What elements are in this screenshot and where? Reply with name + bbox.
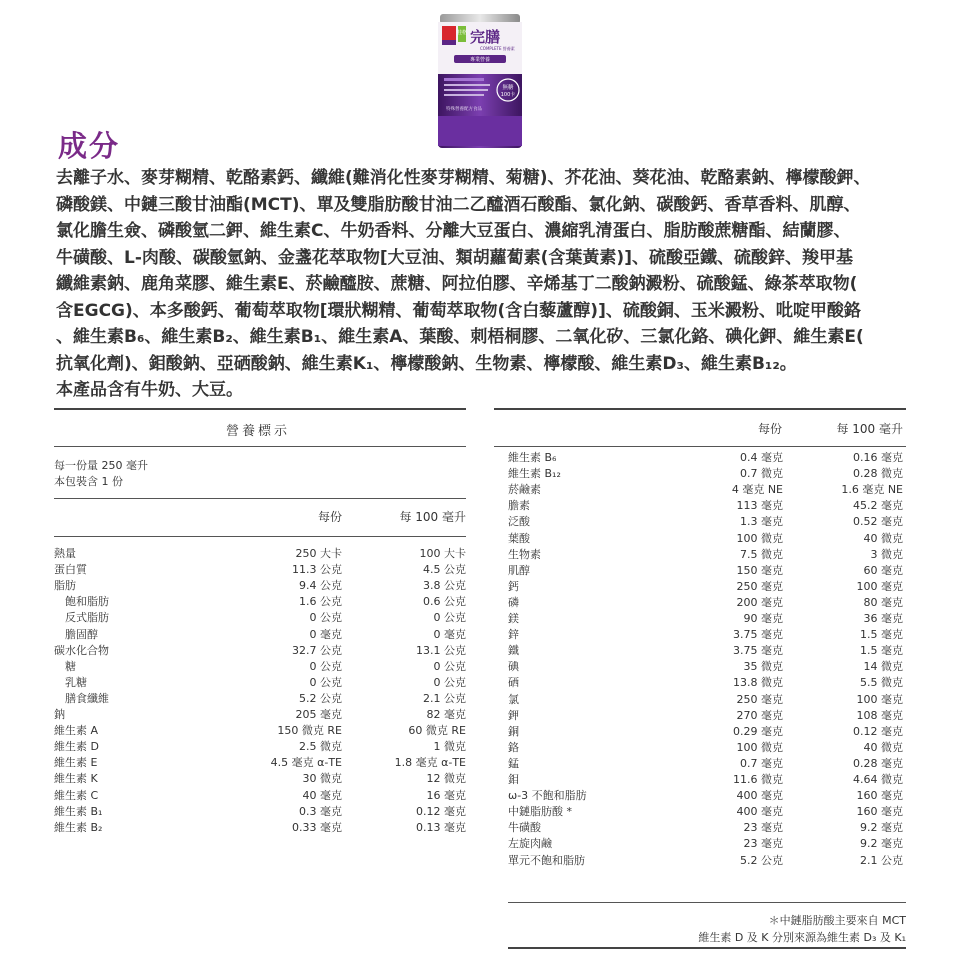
nutrient-row — [54, 723, 466, 739]
value-per-serving: 400 毫克 — [736, 805, 783, 819]
nutrition-table-right — [508, 408, 906, 878]
value-per-serving: 1.3 毫克 — [740, 515, 783, 529]
nutrient-name: 反式脂肪 — [54, 611, 109, 625]
divider — [508, 947, 906, 949]
value-per-serving: 0.4 毫克 — [740, 451, 783, 464]
value-per-serving: 7.5 微克 — [740, 547, 783, 561]
value-per-serving: 250 毫克 — [736, 692, 783, 706]
value-per-100ml: 9.2 毫克 — [860, 821, 903, 835]
value-per-serving: 5.2 公克 — [740, 853, 783, 867]
svg-text:專業營養: 專業營養 — [469, 57, 491, 63]
nutrient-row — [508, 627, 906, 643]
nutrient-name: 維生素 E — [54, 756, 98, 770]
ingredients-line: 去離子水、麥芽糊精、乾酪素鈣、纖維(難消化性麥芽糊精、菊糖)、芥花油、葵花油、乾酪素鈉、檸檬酸鉀、 — [56, 168, 871, 188]
nutrient-row — [508, 531, 906, 547]
nutrient-name: 糖 — [54, 659, 76, 673]
nutrient-name: 維生素 B₁ — [54, 804, 103, 818]
value-per-100ml: 160 毫克 — [856, 805, 903, 819]
nutrient-row — [508, 482, 906, 498]
value-per-100ml: 0 公克 — [433, 659, 466, 673]
product-can-image — [434, 12, 526, 152]
value-per-100ml: 3 微克 — [870, 547, 903, 561]
nutrient-name: 鎂 — [508, 612, 519, 625]
value-per-serving: 32.7 公克 — [292, 643, 342, 657]
value-per-serving: 3.75 毫克 — [733, 628, 783, 642]
nutrient-row — [508, 708, 906, 724]
value-per-100ml: 3.8 公克 — [423, 579, 466, 593]
nutrient-name: 膽固醇 — [54, 627, 98, 641]
value-per-100ml: 4.64 微克 — [853, 773, 903, 786]
value-per-serving: 400 毫克 — [736, 789, 783, 803]
nutrient-name: 錳 — [508, 756, 519, 770]
nutrient-name: 脂肪 — [54, 579, 76, 593]
nutrition-title: 營養標示 — [226, 424, 291, 439]
value-per-100ml: 45.2 毫克 — [853, 499, 903, 513]
value-per-100ml: 82 毫克 — [426, 708, 466, 721]
svg-text:100卡: 100卡 — [500, 92, 516, 98]
svg-text:特殊營養配方食品: 特殊營養配方食品 — [446, 107, 482, 112]
nutrient-row — [508, 466, 906, 482]
nutrient-row — [508, 563, 906, 579]
serving-size: 每一份量 250 毫升 — [54, 459, 148, 472]
value-per-100ml: 0.13 毫克 — [416, 820, 466, 834]
value-per-100ml: 0.28 微克 — [853, 467, 903, 481]
value-per-100ml: 108 毫克 — [856, 708, 903, 722]
value-per-serving: 205 毫克 — [295, 708, 342, 721]
nutrient-row — [508, 804, 906, 820]
nutrient-row — [508, 611, 906, 627]
nutrient-name: 左旋肉鹼 — [508, 837, 552, 851]
nutrient-row — [508, 450, 906, 466]
ingredients-line: 牛磺酸、L-肉酸、碳酸氫鈉、金盞花萃取物[大豆油、類胡蘿蔔素(含葉黃素)]、硫酸亞鐵、硫酸鋅、羧甲基 — [56, 247, 853, 268]
value-per-100ml: 1.5 毫克 — [860, 628, 903, 642]
value-per-serving: 4.5 毫克 α-TE — [270, 756, 342, 770]
nutrient-row — [54, 643, 466, 659]
value-per-100ml: 100 毫克 — [856, 692, 903, 706]
nutrient-row — [54, 546, 466, 562]
value-per-100ml: 0.16 毫克 — [853, 451, 903, 464]
nutrient-name: 碳水化合物 — [54, 643, 109, 657]
nutrient-name: 熱量 — [54, 547, 76, 560]
value-per-100ml: 14 微克 — [863, 660, 903, 674]
nutrient-name: 維生素 B₆ — [508, 451, 557, 464]
col-per-serving: 每份 — [317, 510, 342, 524]
value-per-serving: 0 公克 — [309, 611, 342, 625]
divider — [54, 408, 466, 410]
servings-per-package: 本包裝含 1 份 — [54, 475, 123, 488]
value-per-100ml: 16 毫克 — [426, 788, 466, 802]
nutrient-name: 膳食纖維 — [54, 691, 109, 705]
svg-text:桂格: 桂格 — [456, 30, 468, 36]
value-per-serving: 11.6 微克 — [733, 773, 783, 786]
value-per-100ml: 1.5 毫克 — [860, 644, 903, 658]
value-per-100ml: 9.2 毫克 — [860, 837, 903, 851]
nutrient-name: ω-3 不飽和脂肪 — [508, 789, 587, 803]
value-per-100ml: 13.1 公克 — [416, 643, 466, 657]
nutrient-row — [54, 707, 466, 723]
value-per-100ml: 0 公克 — [433, 675, 466, 689]
value-per-100ml: 100 毫克 — [856, 579, 903, 593]
value-per-100ml: 40 微克 — [863, 740, 903, 754]
nutrient-row — [508, 659, 906, 675]
value-per-serving: 270 毫克 — [736, 708, 783, 722]
value-per-serving: 1.6 公克 — [299, 595, 342, 609]
nutrient-name: 乳糖 — [54, 675, 87, 689]
nutrition-table-left — [54, 408, 466, 878]
value-per-100ml: 0.6 公克 — [423, 595, 466, 609]
value-per-serving: 0.33 毫克 — [292, 820, 342, 834]
value-per-serving: 0.3 毫克 — [299, 804, 342, 818]
ingredients-line: 抗氧化劑)、鉬酸鈉、亞硒酸鈉、維生素K₁、檸檬酸鈉、生物素、檸檬酸、維生素D₃、維生素B₁₂。 — [56, 353, 797, 374]
nutrient-row — [508, 643, 906, 659]
nutrient-name: 銅 — [508, 724, 519, 738]
nutrient-row — [508, 692, 906, 708]
nutrient-name: 硒 — [508, 676, 519, 690]
nutrient-name: 菸鹼素 — [508, 483, 541, 497]
value-per-serving: 30 微克 — [302, 772, 342, 786]
nutrient-name: 碘 — [508, 660, 519, 674]
value-per-serving: 200 毫克 — [736, 595, 783, 609]
nutrient-row — [508, 579, 906, 595]
value-per-serving: 9.4 公克 — [299, 579, 342, 593]
nutrient-name: 鈉 — [54, 708, 65, 721]
value-per-serving: 5.2 公克 — [299, 691, 342, 705]
nutrient-name: 鈣 — [508, 579, 519, 593]
nutrient-name: 維生素 B₁₂ — [508, 467, 561, 481]
nutrient-name: 磷 — [508, 595, 519, 609]
divider — [494, 408, 906, 410]
col-per-100ml: 每 100 毫升 — [399, 510, 466, 524]
value-per-100ml: 160 毫克 — [856, 789, 903, 803]
ingredients-title: 成分 — [58, 129, 121, 163]
value-per-100ml: 60 毫克 — [863, 563, 903, 577]
nutrient-row — [54, 610, 466, 626]
value-per-100ml: 5.5 微克 — [860, 676, 903, 690]
nutrient-name: 葉酸 — [508, 531, 530, 545]
value-per-100ml: 0 毫克 — [433, 627, 466, 641]
value-per-serving: 13.8 微克 — [733, 676, 783, 690]
value-per-serving: 4 毫克 NE — [731, 483, 783, 497]
value-per-100ml: 4.5 公克 — [423, 563, 466, 577]
nutrient-name: 單元不飽和脂肪 — [508, 853, 585, 867]
value-per-serving: 35 微克 — [743, 660, 783, 674]
nutrient-row — [54, 820, 466, 836]
value-per-serving: 250 毫克 — [736, 579, 783, 593]
nutrient-row — [508, 675, 906, 691]
nutrient-name: 生物素 — [508, 547, 541, 561]
nutrient-row — [508, 772, 906, 788]
product-can-illustration — [434, 12, 526, 152]
svg-text:完膳: 完膳 — [470, 28, 501, 46]
value-per-serving: 90 毫克 — [743, 612, 783, 625]
allergen-notice: 本產品含有牛奶、大豆。 — [56, 380, 243, 400]
nutrient-name: 鉀 — [508, 708, 519, 722]
divider — [508, 902, 906, 903]
nutrient-row — [54, 771, 466, 787]
col-per-serving: 每份 — [757, 422, 782, 436]
value-per-serving: 113 毫克 — [736, 499, 783, 513]
nutrient-name: 維生素 C — [54, 788, 99, 802]
nutrient-row — [54, 739, 466, 755]
nutrient-row — [508, 836, 906, 852]
value-per-serving: 150 微克 RE — [277, 724, 342, 738]
value-per-100ml: 1.8 毫克 α-TE — [394, 756, 466, 770]
nutrient-row — [508, 595, 906, 611]
nutrient-name: 鉻 — [508, 740, 519, 754]
nutrient-name: 飽和脂肪 — [54, 595, 109, 609]
nutrient-row — [54, 691, 466, 707]
nutrient-row — [508, 498, 906, 514]
value-per-100ml: 100 大卡 — [419, 547, 466, 560]
nutrient-name: 維生素 B₂ — [54, 820, 103, 834]
value-per-100ml: 2.1 公克 — [423, 691, 466, 705]
nutrient-row — [54, 804, 466, 820]
value-per-100ml: 0.28 毫克 — [853, 756, 903, 770]
value-per-serving: 250 大卡 — [295, 547, 342, 560]
footnote-vitamin-source: 維生素 D 及 K 分別來源為維生素 D₃ 及 K₁ — [698, 931, 906, 944]
nutrient-name: 鐵 — [508, 644, 519, 658]
value-per-serving: 0.7 毫克 — [740, 756, 783, 770]
nutrient-name: 維生素 D — [54, 740, 99, 754]
nutrient-row — [508, 724, 906, 740]
divider — [54, 536, 466, 537]
nutrient-name: 泛酸 — [508, 515, 530, 529]
value-per-serving: 0 公克 — [309, 659, 342, 673]
ingredients-line: 氯化膽生僉、磷酸氫二鉀、維生素C、牛奶香料、分離大豆蛋白、濃縮乳清蛋白、脂肪酸蔗糖酯、結蘭膠、 — [56, 221, 851, 241]
nutrient-name: 蛋白質 — [54, 563, 87, 577]
ingredients-line: 纖維素鈉、鹿角菜膠、維生素E、菸鹼醯胺、蔗糖、阿拉伯膠、辛烯基丁二酸鈉澱粉、硫酸錳、綠茶萃取物( — [56, 274, 858, 294]
value-per-serving: 40 毫克 — [302, 788, 342, 802]
nutrient-name: 鋅 — [508, 628, 519, 642]
value-per-100ml: 80 毫克 — [863, 595, 903, 609]
nutrient-name: 中鏈脂肪酸 * — [508, 805, 572, 819]
nutrient-row — [54, 755, 466, 771]
value-per-serving: 0 毫克 — [309, 627, 342, 641]
col-per-100ml: 每 100 毫升 — [836, 422, 903, 436]
value-per-100ml: 0.12 毫克 — [416, 804, 466, 818]
value-per-serving: 3.75 毫克 — [733, 644, 783, 658]
value-per-100ml: 0 公克 — [433, 611, 466, 625]
nutrient-row — [508, 514, 906, 530]
ingredients-line: 、維生素B₆、維生素B₂、維生素B₁、維生素A、葉酸、刺梧桐膠、二氧化矽、三氯化鉻、碘化鉀、維生素E( — [56, 327, 864, 347]
value-per-100ml: 40 微克 — [863, 531, 903, 545]
value-per-100ml: 2.1 公克 — [860, 853, 903, 867]
nutrient-name: 氯 — [508, 692, 519, 706]
nutrient-row — [508, 853, 906, 869]
nutrient-name: 肌醇 — [508, 563, 530, 577]
nutrient-name: 維生素 K — [54, 772, 98, 786]
value-per-100ml: 1.6 毫克 NE — [841, 483, 903, 497]
nutrient-row — [54, 594, 466, 610]
value-per-serving: 100 微克 — [736, 531, 783, 545]
nutrient-name: 牛磺酸 — [508, 821, 541, 835]
divider — [54, 498, 466, 499]
value-per-100ml: 1 微克 — [433, 740, 466, 754]
value-per-100ml: 60 微克 RE — [408, 724, 466, 738]
svg-text:COMPLETE 營養素: COMPLETE 營養素 — [480, 46, 515, 51]
svg-text:無糖: 無糖 — [502, 85, 514, 91]
value-per-100ml: 0.12 毫克 — [853, 724, 903, 738]
nutrient-row — [508, 740, 906, 756]
nutrient-row — [508, 820, 906, 836]
value-per-serving: 150 毫克 — [736, 563, 783, 577]
value-per-serving: 2.5 微克 — [299, 740, 342, 754]
nutrient-name: 維生素 A — [54, 724, 99, 738]
value-per-serving: 11.3 公克 — [292, 563, 342, 577]
value-per-serving: 0.7 微克 — [740, 467, 783, 481]
nutrient-row — [54, 675, 466, 691]
value-per-serving: 23 毫克 — [743, 837, 783, 851]
value-per-100ml: 0.52 毫克 — [853, 515, 903, 529]
nutrient-row — [54, 659, 466, 675]
footnote-mct: ＊中鏈脂肪酸主要來自 MCT — [768, 914, 906, 927]
nutrient-name: 鉬 — [508, 773, 519, 786]
ingredients-line: 磷酸鎂、中鏈三酸甘油酯(MCT)、單及雙脂肪酸甘油二乙醯酒石酸酯、氯化鈉、碳酸鈣、香草香料、肌醇、 — [56, 194, 861, 215]
nutrient-row — [508, 788, 906, 804]
nutrient-row — [54, 562, 466, 578]
nutrient-row — [508, 547, 906, 563]
divider — [54, 446, 466, 447]
value-per-100ml: 36 毫克 — [863, 612, 903, 625]
value-per-100ml: 12 微克 — [426, 772, 466, 786]
value-per-serving: 23 毫克 — [743, 821, 783, 835]
value-per-serving: 100 微克 — [736, 740, 783, 754]
nutrient-row — [54, 627, 466, 643]
nutrient-row — [508, 756, 906, 772]
value-per-serving: 0.29 毫克 — [733, 724, 783, 738]
divider — [494, 446, 906, 447]
nutrient-row — [54, 788, 466, 804]
value-per-serving: 0 公克 — [309, 675, 342, 689]
nutrient-name: 膽素 — [508, 499, 530, 513]
ingredients-line: 含EGCG)、本多酸鈣、葡萄萃取物[環狀糊精、葡萄萃取物(含白藜蘆醇)]、硫酸銅、玉米澱粉、吡啶甲酸鉻 — [56, 300, 861, 321]
nutrient-row — [54, 578, 466, 594]
ingredients-text — [56, 165, 908, 404]
